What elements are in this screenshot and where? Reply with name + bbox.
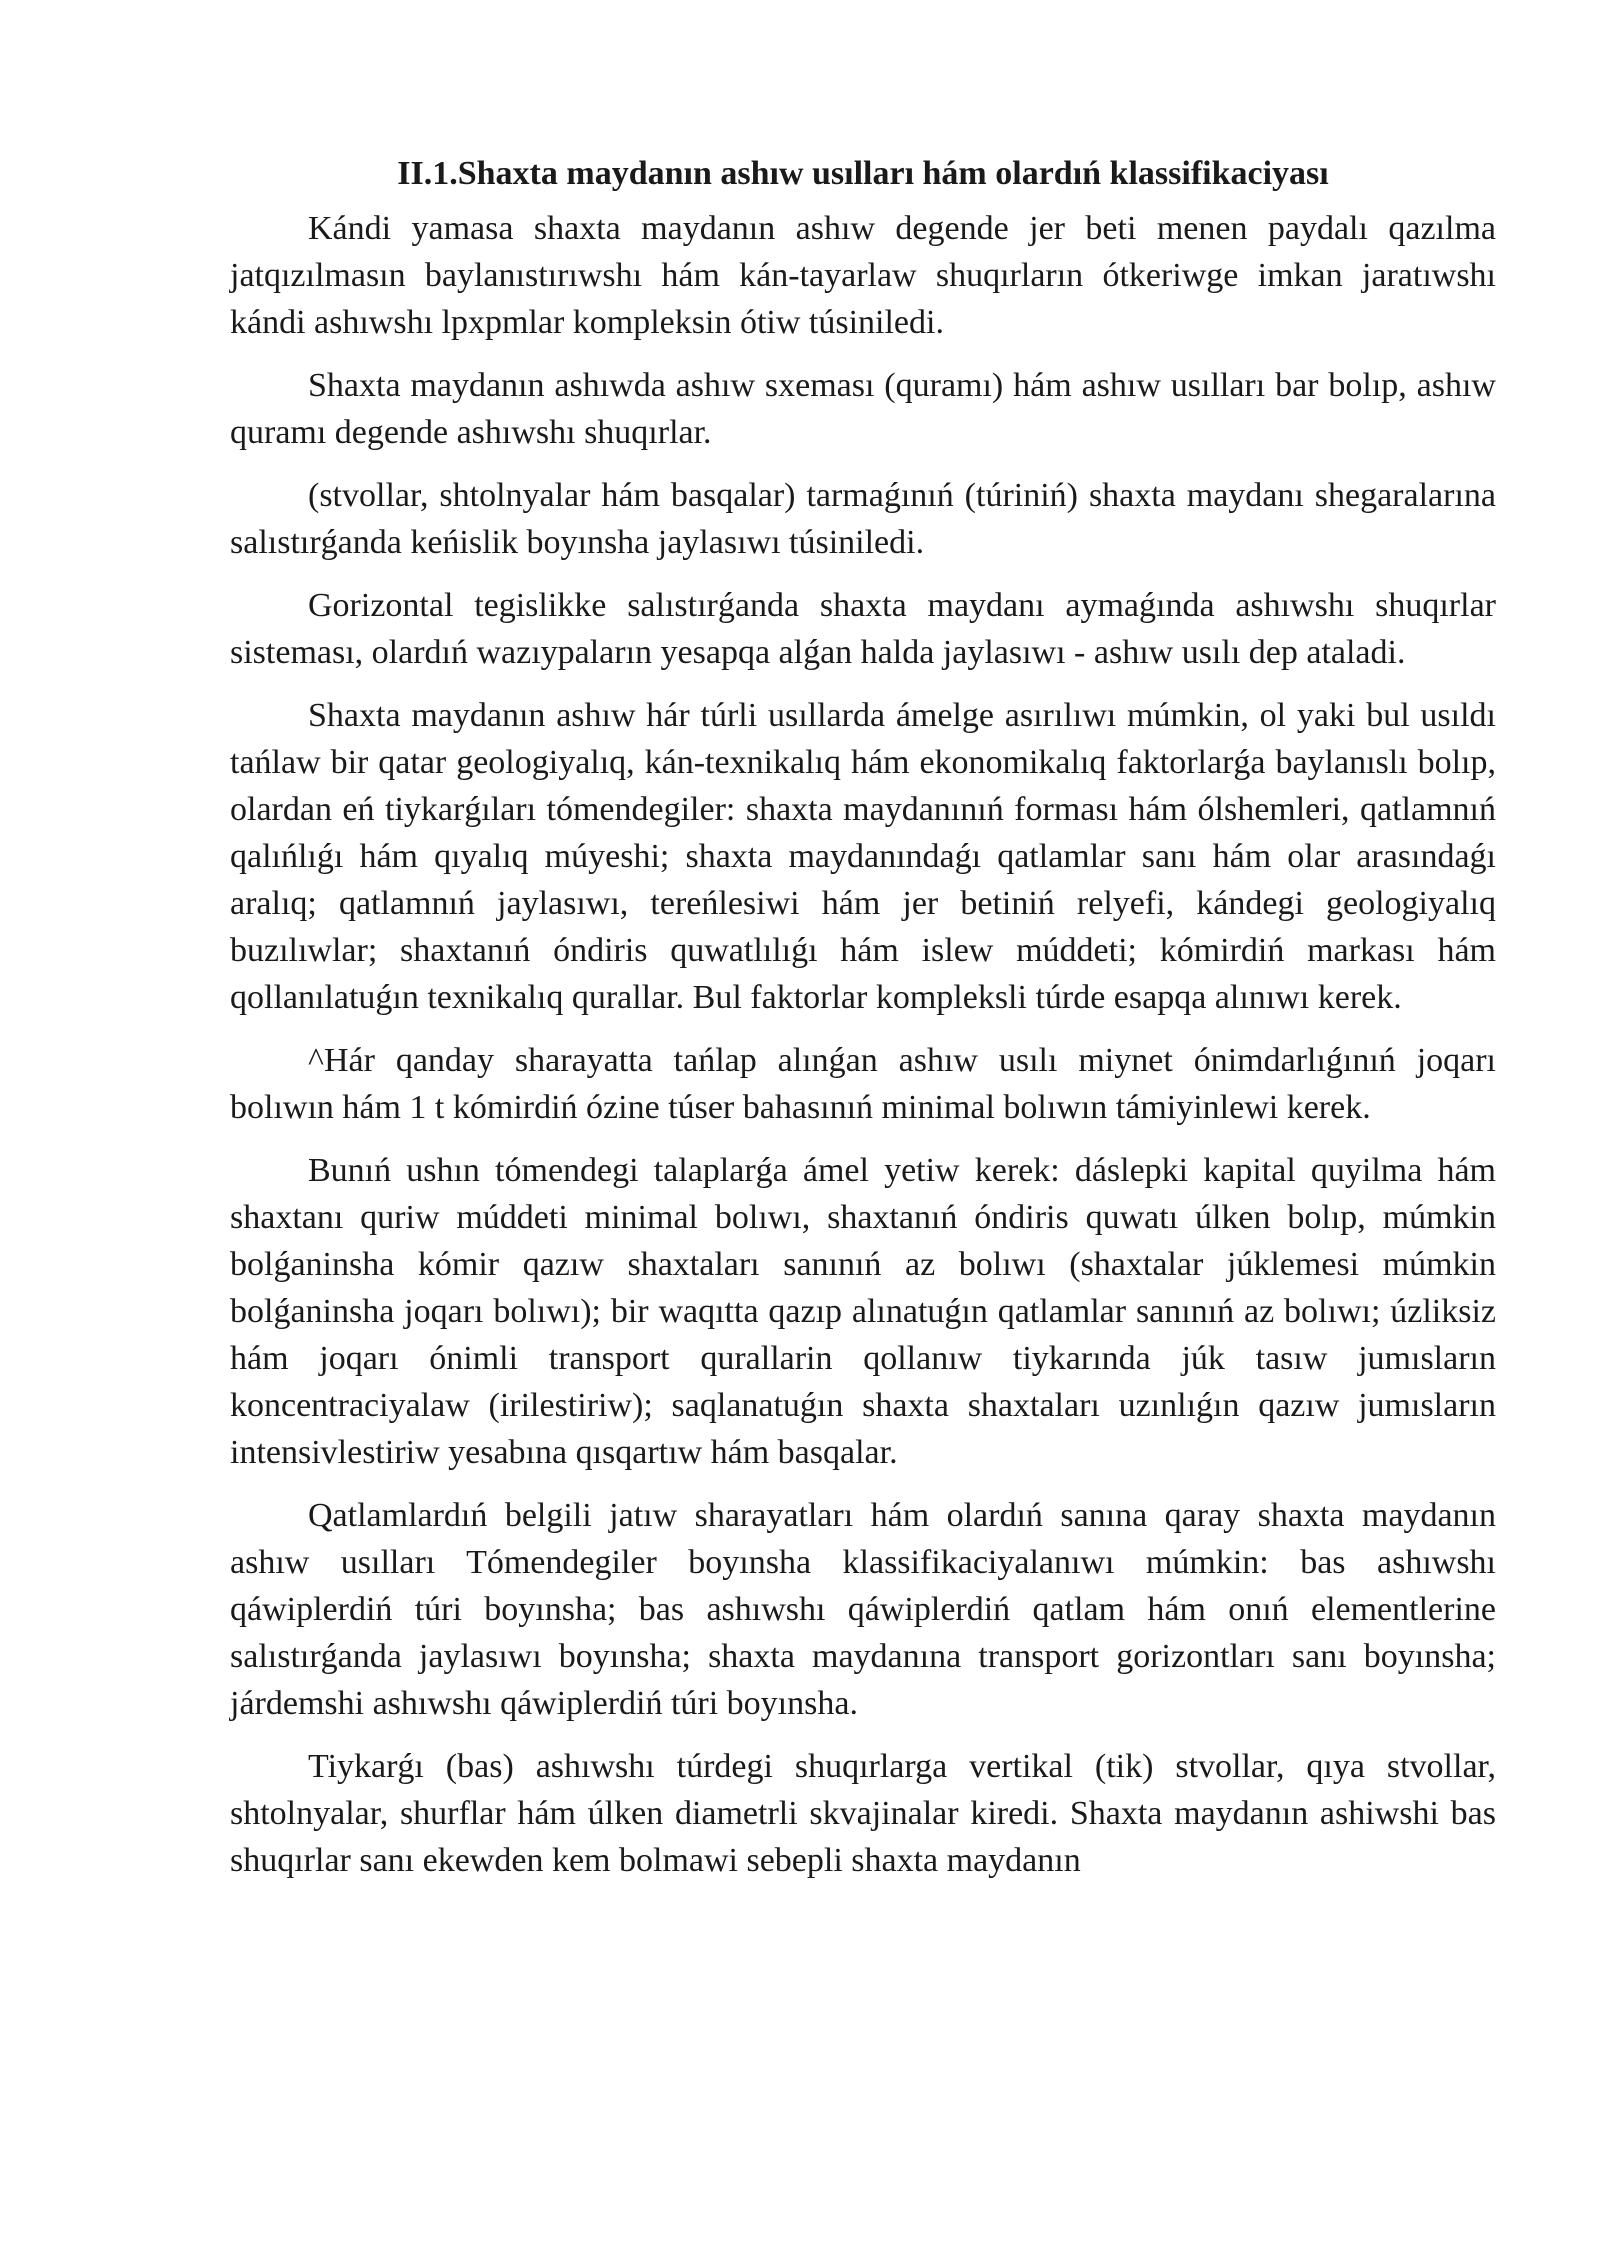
paragraph-8: Qatlamlardıń belgili jatıw sharayatları hám olardıń sanına qaray shaxta maydanın ashıw usılları Tómendegiler boyınsha klassifikaciyalanıwı múmkin: bas ashıwshı qáwiplerdiń túri boyınsha; bas ashıwshı qáwiplerdiń qatlam hám onıń elementlerine salıstırǵanda jaylasıwı boyınsha; shaxta maydanına transport gorizontları sanı boyınsha; járdemshi ashıwshı qáwiplerdiń túri boyınsha. <box>230 1497 1496 1722</box>
paragraph-4: Gorizontal tegislikke salıstırǵanda shaxta maydanı aymaǵında ashıwshı shuqırlar sisteması, olardıń wazıypaların yesapqa alǵan halda jaylasıwı - ashıw usılı dep ataladi. <box>230 587 1496 671</box>
paragraph-1: Kándi yamasa shaxta maydanın ashıw degende jer beti menen paydalı qazılma jatqızılmasın baylanıstırıwshı hám kán-tayarlaw shuqırların ótkeriwge imkan jaratıwshı kándi ashıwshı lpxpmlar kompleksin ótiw túsiniledi. <box>230 210 1496 341</box>
paragraph-3: (stvollar, shtolnyalar hám basqalar) tarmaǵınıń (túriniń) shaxta maydanı shegaralarına salıstırǵanda keńislik boyınsha jaylasıwı túsiniledi. <box>230 477 1496 561</box>
document-page <box>230 150 1496 1900</box>
paragraph-5: Shaxta maydanın ashıw hár túrli usıllarda ámelge asırılıwı múmkin, ol yaki bul usıldı tańlaw bir qatar geologiyalıq, kán-texnikalıq hám ekonomikalıq faktorlarǵa baylanıslı bolıp, olardan eń tiykarǵıları tómendegiler: shaxta maydanınıń forması hám ólshemleri, qatlamnıń qalıńlıǵı hám qıyalıq múyeshi; shaxta maydanındaǵı qatlamlar sanı hám olar arasındaǵı aralıq; qatlamnıń jaylasıwı, tereńlesiwi hám jer betiniń relyefi, kándegi geologiyalıq buzılıwlar; shaxtanıń óndiris quwatlılıǵı hám islew múddeti; kómirdiń markası hám qollanılatuǵın texnikalıq qurallar. Bul faktorlar kompleksli túrde esapqa alınıwı kerek. <box>230 697 1496 1016</box>
paragraph-7: Bunıń ushın tómendegi talaplarǵa ámel yetiw kerek: dáslepki kapital quyilma hám shaxtanı quriw múddeti minimal bolıwı, shaxtanıń óndiris quwatı úlken bolıp, múmkin bolǵaninsha kómir qazıw shaxtaları sanınıń az bolıwı (shaxtalar júklemesi múmkin bolǵaninsha joqarı bolıwı); bir waqıtta qazıp alınatuǵın qatlamlar sanınıń az bolıwı; úzliksiz hám joqarı ónimli transport qurallarin qollanıw tiykarında júk tasıw jumısların koncentraciyalaw (irilestiriw); saqlanatuǵın shaxta shaxtaları uzınlıǵın qazıw jumısların intensivlestiriw yesabına qısqartıw hám basqalar. <box>230 1152 1496 1471</box>
section-heading: II.1.Shaxta maydanın ashıw usılları hám olardıń klassifikaciyası <box>397 155 1329 192</box>
paragraph-2: Shaxta maydanın ashıwda ashıw sxeması (quramı) hám ashıw usılları bar bolıp, ashıw quramı degende ashıwshı shuqırlar. <box>230 367 1496 451</box>
paragraph-6: ^Hár qanday sharayatta tańlap alınǵan ashıw usılı miynet ónimdarlıǵınıń joqarı bolıwın hám 1 t kómirdiń ózine túser bahasınıń minimal bolıwın támiyinlewi kerek. <box>230 1042 1496 1126</box>
paragraph-9: Tiykarǵı (bas) ashıwshı túrdegi shuqırlarga vertikal (tik) stvollar, qıya stvollar, shtolnyalar, shurflar hám úlken diametrli skvajinalar kiredi. Shaxta maydanın ashiwshi bas shuqırlar sanı ekewden kem bolmawi sebepli shaxta maydanın <box>230 1748 1496 1879</box>
